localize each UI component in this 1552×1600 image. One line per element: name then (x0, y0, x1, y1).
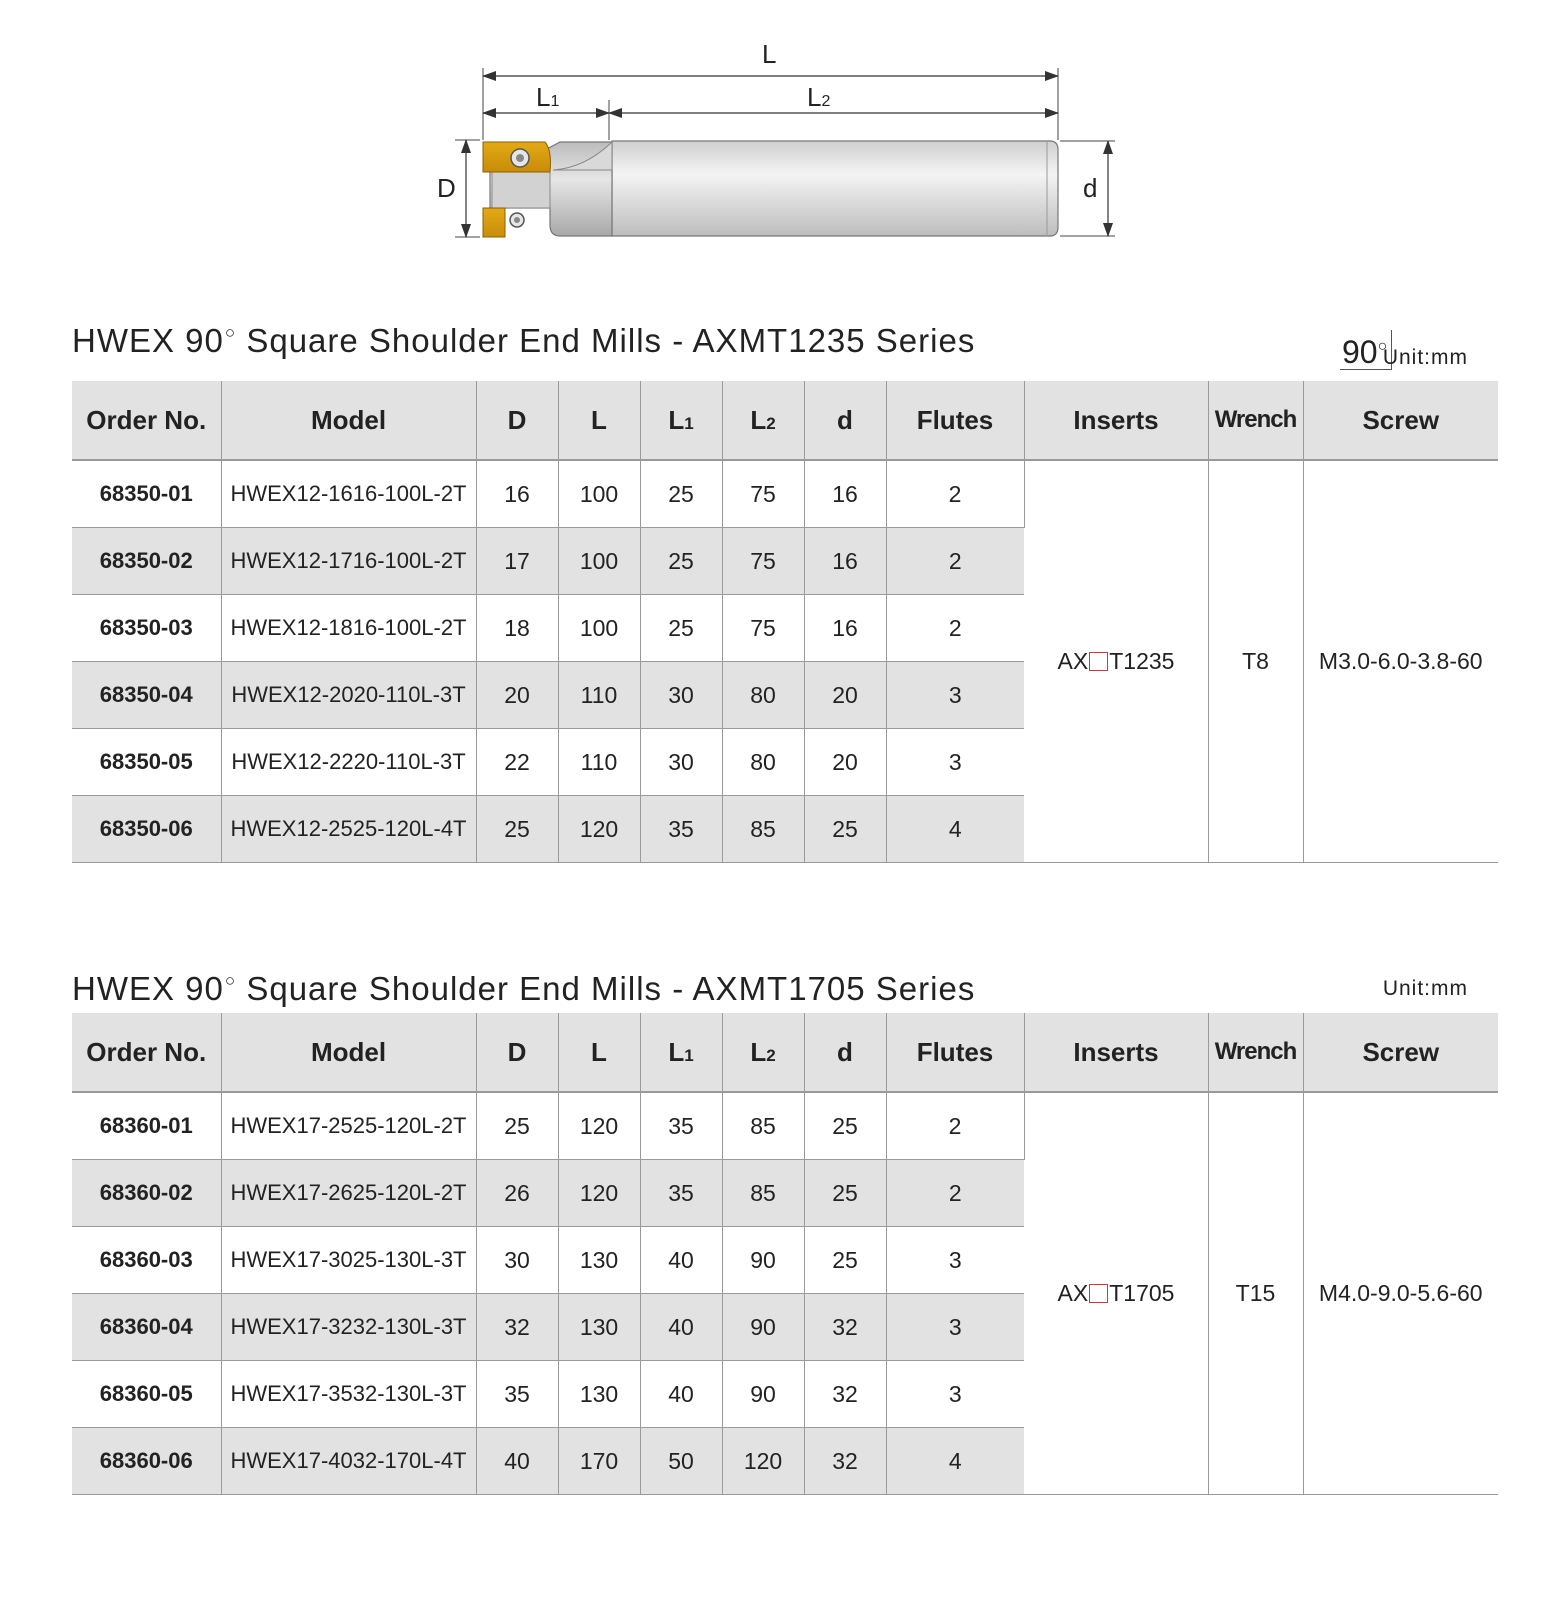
header-L: L (558, 381, 640, 460)
cell-model: HWEX12-1616-100L-2T (221, 460, 476, 528)
cell-wrench: T15 (1208, 1092, 1303, 1495)
cutting-insert-bottom (483, 208, 524, 237)
cell-d: 25 (804, 796, 886, 863)
cell-L1: 25 (640, 528, 722, 595)
header-order-no: Order No. (72, 381, 221, 460)
cell-L1: 40 (640, 1227, 722, 1294)
cell-flutes: 4 (886, 796, 1024, 863)
cell-order-no: 68350-04 (72, 662, 221, 729)
cell-inserts: AX T1235 (1024, 460, 1208, 863)
table-row (72, 1092, 1498, 1160)
cell-L: 170 (558, 1428, 640, 1495)
dim-label-L1: L1 (536, 82, 560, 112)
cell-model: HWEX17-4032-170L-4T (221, 1428, 476, 1495)
cell-flutes: 3 (886, 729, 1024, 796)
cell-L: 100 (558, 460, 640, 528)
header-model: Model (221, 381, 476, 460)
cell-D: 32 (476, 1294, 558, 1361)
angle-mark-90: 90○ (1340, 330, 1392, 370)
cutting-insert-top (483, 142, 550, 172)
cell-L2: 85 (722, 1160, 804, 1227)
dim-label-d: d (1083, 173, 1098, 203)
cell-L2: 85 (722, 796, 804, 863)
cell-model: HWEX17-3532-130L-3T (221, 1361, 476, 1428)
header-flutes: Flutes (886, 381, 1024, 460)
cell-L1: 50 (640, 1428, 722, 1495)
cell-L: 110 (558, 729, 640, 796)
cell-d: 32 (804, 1361, 886, 1428)
cell-flutes: 3 (886, 662, 1024, 729)
table-header-row (72, 1013, 1498, 1092)
insert-placeholder-box (1089, 652, 1108, 671)
cell-L2: 85 (722, 1092, 804, 1160)
header-d: d (804, 381, 886, 460)
cell-L: 130 (558, 1294, 640, 1361)
dim-label-L: L (762, 39, 777, 69)
cell-D: 22 (476, 729, 558, 796)
cell-model: HWEX12-1816-100L-2T (221, 595, 476, 662)
cell-d: 32 (804, 1428, 886, 1495)
cell-order-no: 68360-04 (72, 1294, 221, 1361)
unit-label-axmt1235: Unit:mm (1382, 346, 1468, 369)
cell-order-no: 68360-01 (72, 1092, 221, 1160)
cell-flutes: 2 (886, 528, 1024, 595)
cell-L: 130 (558, 1227, 640, 1294)
cell-flutes: 3 (886, 1294, 1024, 1361)
cell-order-no: 68350-03 (72, 595, 221, 662)
cell-order-no: 68360-02 (72, 1160, 221, 1227)
cell-L: 100 (558, 528, 640, 595)
cell-L1: 30 (640, 729, 722, 796)
table-header-row (72, 381, 1498, 460)
header-model: Model (221, 1013, 476, 1092)
spec-table-axmt1705 (72, 1013, 1498, 1495)
cell-model: HWEX17-2525-120L-2T (221, 1092, 476, 1160)
cell-wrench: T8 (1208, 460, 1303, 863)
header-L: L (558, 1013, 640, 1092)
series-title-axmt1235: HWEX 90○ Square Shoulder End Mills - AXMT1235 Series (72, 322, 976, 359)
cell-d: 25 (804, 1227, 886, 1294)
header-D: D (476, 1013, 558, 1092)
cell-L: 100 (558, 595, 640, 662)
header-screw: Screw (1303, 1013, 1498, 1092)
cell-order-no: 68350-02 (72, 528, 221, 595)
cell-flutes: 4 (886, 1428, 1024, 1495)
cell-order-no: 68350-06 (72, 796, 221, 863)
cell-L2: 80 (722, 729, 804, 796)
header-L2: L2 (722, 1013, 804, 1092)
cell-L2: 75 (722, 528, 804, 595)
cell-D: 35 (476, 1361, 558, 1428)
cell-screw: M3.0-6.0-3.8-60 (1303, 460, 1498, 863)
cell-flutes: 2 (886, 1092, 1024, 1160)
cell-d: 20 (804, 729, 886, 796)
header-wrench: Wrench (1208, 381, 1303, 460)
cell-L2: 120 (722, 1428, 804, 1495)
cell-L1: 35 (640, 1160, 722, 1227)
cell-d: 32 (804, 1294, 886, 1361)
cell-L1: 40 (640, 1294, 722, 1361)
dim-label-D: D (437, 173, 456, 203)
header-d: d (804, 1013, 886, 1092)
cell-L2: 90 (722, 1294, 804, 1361)
series-title-axmt1705: HWEX 90○ Square Shoulder End Mills - AXMT1705 Series (72, 970, 976, 1007)
spec-table-axmt1235 (72, 381, 1498, 863)
cell-order-no: 68350-01 (72, 460, 221, 528)
cell-L1: 25 (640, 460, 722, 528)
insert-placeholder-box (1089, 1284, 1108, 1303)
cell-L: 120 (558, 796, 640, 863)
cell-order-no: 68360-03 (72, 1227, 221, 1294)
cell-order-no: 68350-05 (72, 729, 221, 796)
cell-L: 120 (558, 1092, 640, 1160)
cell-L: 120 (558, 1160, 640, 1227)
unit-label-axmt1705: Unit:mm (1382, 977, 1468, 1000)
cell-D: 30 (476, 1227, 558, 1294)
dim-label-L2: L2 (807, 82, 831, 112)
cell-D: 26 (476, 1160, 558, 1227)
cell-L1: 40 (640, 1361, 722, 1428)
cell-flutes: 3 (886, 1361, 1024, 1428)
cell-L: 130 (558, 1361, 640, 1428)
cell-L1: 35 (640, 796, 722, 863)
header-inserts: Inserts (1024, 1013, 1208, 1092)
cell-L1: 30 (640, 662, 722, 729)
cell-L2: 90 (722, 1227, 804, 1294)
cell-model: HWEX17-3025-130L-3T (221, 1227, 476, 1294)
cell-L2: 75 (722, 595, 804, 662)
cell-model: HWEX12-1716-100L-2T (221, 528, 476, 595)
cell-d: 20 (804, 662, 886, 729)
cell-L: 110 (558, 662, 640, 729)
cell-flutes: 2 (886, 595, 1024, 662)
cell-D: 40 (476, 1428, 558, 1495)
cell-screw: M4.0-9.0-5.6-60 (1303, 1092, 1498, 1495)
header-L1: L1 (640, 381, 722, 460)
header-L1: L1 (640, 1013, 722, 1092)
cell-model: HWEX12-2220-110L-3T (221, 729, 476, 796)
cell-model: HWEX12-2525-120L-4T (221, 796, 476, 863)
cell-flutes: 2 (886, 460, 1024, 528)
cell-flutes: 2 (886, 1160, 1024, 1227)
cell-D: 25 (476, 1092, 558, 1160)
table-row (72, 460, 1498, 528)
header-order-no: Order No. (72, 1013, 221, 1092)
cell-order-no: 68360-05 (72, 1361, 221, 1428)
tool-shank (612, 141, 1058, 236)
cell-L2: 90 (722, 1361, 804, 1428)
cell-order-no: 68360-06 (72, 1428, 221, 1495)
cell-inserts: AX T1705 (1024, 1092, 1208, 1495)
header-screw: Screw (1303, 381, 1498, 460)
cell-d: 16 (804, 460, 886, 528)
cell-D: 16 (476, 460, 558, 528)
cell-L1: 35 (640, 1092, 722, 1160)
cell-L2: 75 (722, 460, 804, 528)
cell-L2: 80 (722, 662, 804, 729)
cell-model: HWEX12-2020-110L-3T (221, 662, 476, 729)
cell-D: 20 (476, 662, 558, 729)
header-D: D (476, 381, 558, 460)
cell-D: 25 (476, 796, 558, 863)
cell-model: HWEX17-2625-120L-2T (221, 1160, 476, 1227)
header-flutes: Flutes (886, 1013, 1024, 1092)
tool-dimension-diagram (0, 0, 1552, 270)
cell-L1: 25 (640, 595, 722, 662)
cell-d: 16 (804, 528, 886, 595)
header-L2: L2 (722, 381, 804, 460)
cell-flutes: 3 (886, 1227, 1024, 1294)
cell-d: 25 (804, 1160, 886, 1227)
header-wrench: Wrench (1208, 1013, 1303, 1092)
cell-D: 18 (476, 595, 558, 662)
cell-model: HWEX17-3232-130L-3T (221, 1294, 476, 1361)
cell-d: 16 (804, 595, 886, 662)
cell-D: 17 (476, 528, 558, 595)
header-inserts: Inserts (1024, 381, 1208, 460)
cell-d: 25 (804, 1092, 886, 1160)
